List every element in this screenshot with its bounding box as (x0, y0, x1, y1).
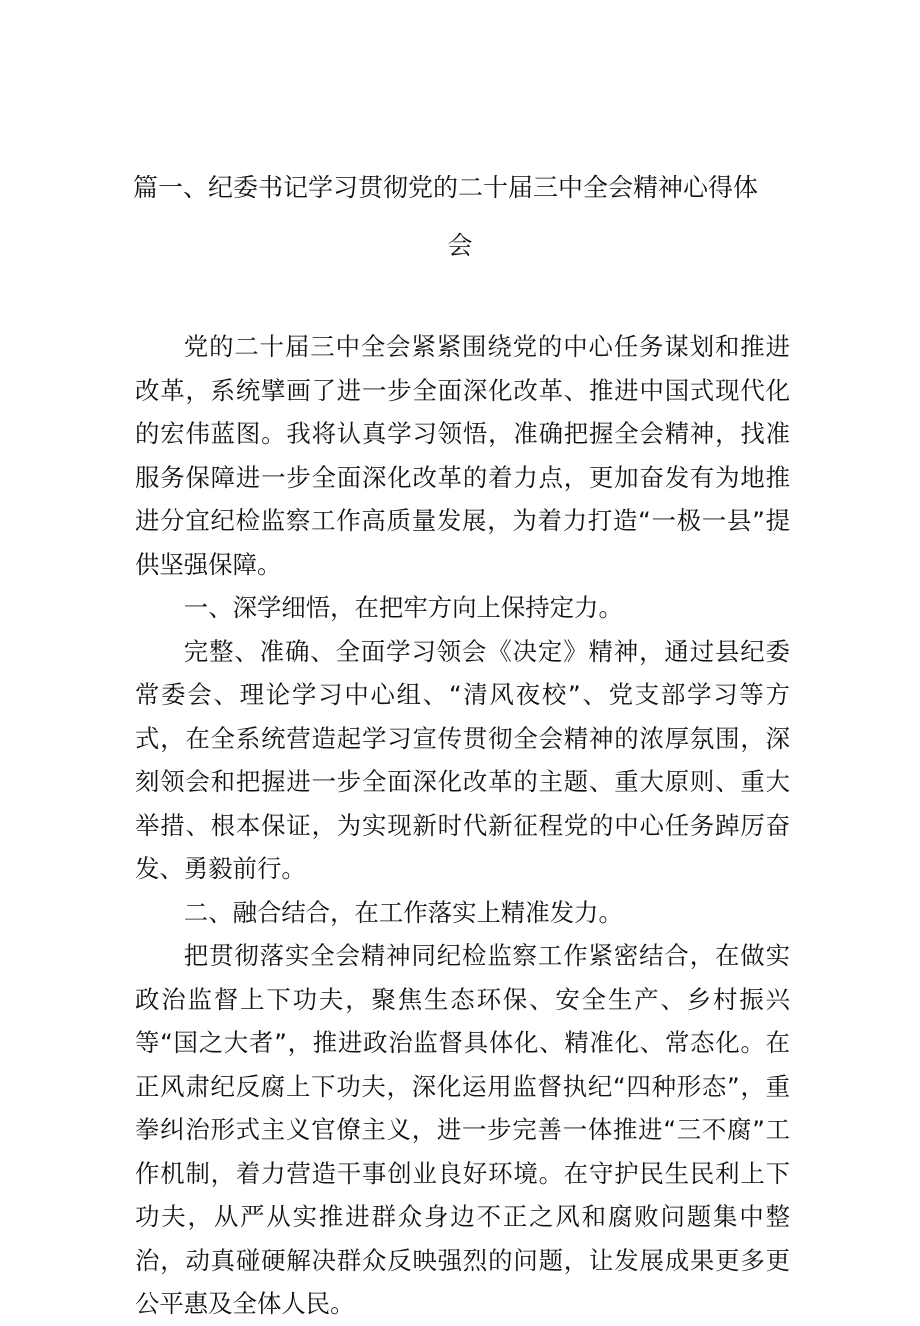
document-title-line-1: 篇一、纪委书记学习贯彻党的二十届三中全会精神心得体 (133, 173, 759, 202)
paragraph-section-1: 完整、准确、全面学习领会《决定》精神，通过县纪委常委会、理论学习中心组、“清风夜校”、党支部学习等方式，在全系统营造起学习宣传贯彻全会精神的浓厚氛围，深刻领会和把握进一步全面深化改革的主题、重大原则、重大举措、根本保证，为实现新时代新征程党的中心任务踔厉奋发、勇毅前行。 (135, 636, 790, 883)
document-body (135, 325, 790, 1326)
section-heading-1: 一、深学细悟，在把牢方向上保持定力。 (183, 593, 623, 622)
section-heading-2: 二、融合结合，在工作落实上精准发力。 (183, 897, 623, 927)
paragraph-intro: 党的二十届三中全会紧紧围绕党的中心任务谋划和推进改革，系统擘画了进一步全面深化改革、推进中国式现代化的宏伟蓝图。我将认真学习领悟，准确把握全会精神，找准服务保障进一步全面深化改革的着力点，更加奋发有为地推进分宜纪检监察工作高质量发展，为着力打造“一极一县”提供坚强保障。 (135, 332, 790, 579)
document-title-line-2: 会 (447, 231, 473, 260)
paragraph-section-2: 把贯彻落实全会精神同纪检监察工作紧密结合，在做实政治监督上下功夫，聚焦生态环保、安全生产、乡村振兴等“国之大者”，推进政治监督具体化、精准化、常态化。在正风肃纪反腐上下功夫，深化运用监督执纪“四种形态”，重拳纠治形式主义官僚主义，进一步完善一体推进“三不腐”工作机制，着力营造干事创业良好环境。在守护民生民利上下功夫，从严从实推进群众身边不正之风和腐败问题集中整治，动真碰硬解决群众反映强烈的问题，让发展成果更多更公平惠及全体人民。 (135, 941, 790, 1318)
